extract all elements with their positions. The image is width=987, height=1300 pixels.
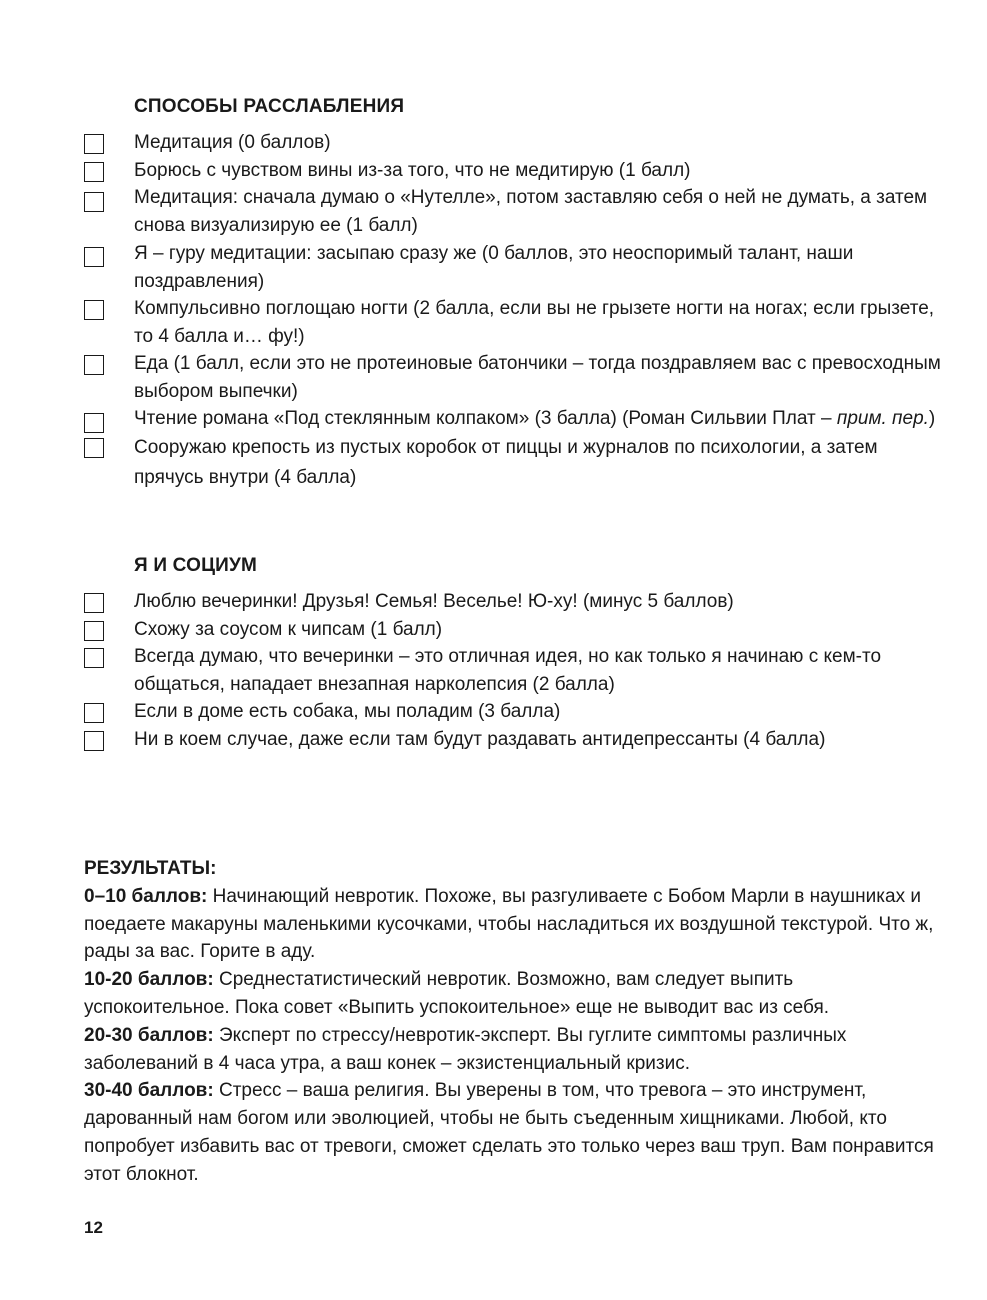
- list-item-text: Люблю вечеринки! Друзья! Семья! Веселье! Ю-ху! (минус 5 баллов): [134, 591, 734, 612]
- checklist-social: [84, 588, 944, 753]
- list-item-text: [134, 408, 935, 429]
- checkbox[interactable]: [84, 438, 104, 458]
- list-item: [84, 726, 944, 754]
- list-item: [84, 643, 944, 698]
- list-item-text: Медитация (0 баллов): [134, 132, 331, 153]
- checkbox[interactable]: [84, 134, 104, 154]
- list-item: [84, 433, 944, 493]
- result-text: Начинающий невротик. Похоже, вы разгуливаете с Бобом Марли в наушниках и поедаете макаруны маленькими кусочками, чтобы насладиться их воздушной текстурой. Что ж, рады за вас. Горите в аду.: [84, 885, 934, 963]
- result-text: Среднестатистический невротик. Возможно, вам следует выпить успокоительное. Пока совет «Выпить успокоительное» еще не выводит вас из себя.: [84, 969, 830, 1018]
- checkbox[interactable]: [84, 413, 104, 433]
- result-range: 10-20 баллов:: [84, 969, 214, 991]
- checkbox[interactable]: [84, 162, 104, 182]
- list-item: [84, 350, 944, 405]
- checkbox[interactable]: [84, 593, 104, 613]
- result-block: [84, 966, 944, 1022]
- result-range: 20-30 баллов:: [84, 1024, 214, 1046]
- list-item: [84, 295, 944, 350]
- checkbox[interactable]: [84, 247, 104, 267]
- checklist-relaxation: [84, 129, 944, 493]
- page-number: 12: [84, 1218, 103, 1237]
- result-range: 0–10 баллов:: [84, 885, 208, 907]
- result-block: [84, 1022, 944, 1078]
- checkbox[interactable]: [84, 621, 104, 641]
- checkbox[interactable]: [84, 731, 104, 751]
- list-item: [84, 129, 944, 157]
- checkbox[interactable]: [84, 300, 104, 320]
- list-item: [84, 698, 944, 726]
- list-item-text: Схожу за соусом к чипсам (1 балл): [134, 618, 443, 640]
- result-text: Стресс – ваша религия. Вы уверены в том, что тревога – это инструмент, дарованный нам богом или эволюцией, чтобы не быть съеденным хищниками. Любой, кто попробует избавить вас от тревоги, сможет сделать это только через ваш труп. Вам понравится этот блокнот.: [84, 1080, 934, 1185]
- checkbox[interactable]: [84, 648, 104, 668]
- list-item-text: Медитация: сначала думаю о «Нутелле», потом заставляю себя о ней не думать, а затем снова визуализирую ее (1 балл): [134, 187, 928, 236]
- checkbox[interactable]: [84, 703, 104, 723]
- list-item-text: Всегда думаю, что вечеринки – это отличная идея, но как только я начинаю с кем-то общаться, нападает внезапная нарколепсия (2 балла): [134, 646, 882, 695]
- list-item: [84, 405, 944, 433]
- checkbox[interactable]: [84, 192, 104, 212]
- result-range: 30-40 баллов:: [84, 1080, 214, 1102]
- list-item-text: Ни в коем случае, даже если там будут раздавать антидепрессанты (4 балла): [134, 728, 826, 750]
- list-item: [84, 588, 944, 616]
- result-text: Эксперт по стрессу/невротик-эксперт. Вы гуглите симптомы различных заболеваний в 4 часа утра, а ваш конек – экзистенциальный кризис.: [84, 1024, 847, 1074]
- results-title: РЕЗУЛЬТАТЫ:: [84, 858, 217, 879]
- list-item: [84, 157, 944, 185]
- result-block: [84, 883, 944, 966]
- results-section: [84, 855, 944, 1189]
- translator-note: прим. пер.: [836, 408, 929, 429]
- list-item-text: Сооружаю крепость из пустых коробок от пиццы и журналов по психологии, а затем прячусь внутри (4 балла): [134, 436, 878, 488]
- list-item: [84, 616, 944, 644]
- list-item: [84, 240, 944, 295]
- result-block: [84, 1077, 944, 1188]
- checkbox[interactable]: [84, 355, 104, 375]
- list-item-text: Борюсь с чувством вины из-за того, что не медитирую (1 балл): [134, 159, 691, 181]
- list-item-tail: ): [928, 408, 936, 429]
- list-item-main: Чтение романа «Под стеклянным колпаком» (3 балла) (Роман Сильвии Плат –: [134, 408, 832, 429]
- section-title-relaxation: СПОСОБЫ РАССЛАБЛЕНИЯ: [134, 96, 405, 117]
- list-item-text: Компульсивно поглощаю ногти (2 балла, если вы не грызете ногти на ногах; если грызете, то 4 балла и… фу!): [134, 298, 935, 347]
- list-item: [84, 184, 944, 239]
- list-item-text: Я – гуру медитации: засыпаю сразу же (0 баллов, это неоспоримый талант, наши поздравления): [134, 243, 854, 292]
- list-item-text: Если в доме есть собака, мы поладим (3 балла): [134, 701, 561, 722]
- list-item-text: Еда (1 балл, если это не протеиновые батончики – тогда поздравляем вас с превосходным выбором выпечки): [134, 353, 941, 402]
- section-title-social: Я И СОЦИУМ: [134, 555, 258, 576]
